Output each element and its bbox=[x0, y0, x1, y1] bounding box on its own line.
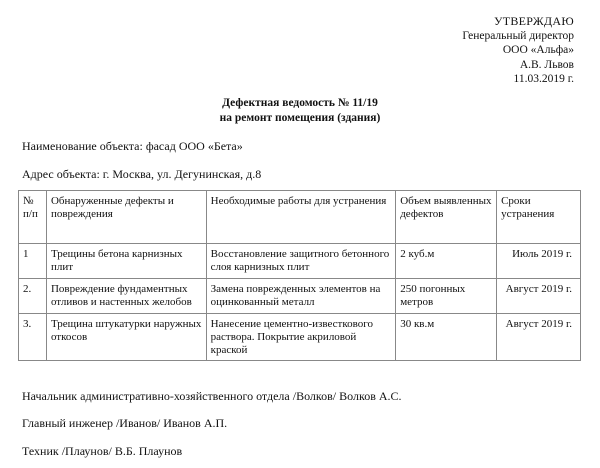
approval-block bbox=[462, 14, 574, 87]
header-deadline: Сроки устранения bbox=[497, 191, 581, 244]
cell-deadline: Август 2019 г. bbox=[497, 279, 581, 314]
title-line-1: Дефектная ведомость № 11/19 bbox=[222, 97, 378, 109]
cell-work: Восстановление защитного бетонного слоя карнизных плит bbox=[206, 244, 396, 279]
title-line-2: на ремонт помещения (здания) bbox=[219, 112, 381, 124]
header-volume: Объем выявленных дефектов bbox=[396, 191, 497, 244]
approval-heading: УТВЕРЖДАЮ bbox=[493, 14, 574, 28]
table-row bbox=[19, 279, 581, 314]
signature-chief-engineer: Главный инженер /Иванов/ Иванов А.П. bbox=[22, 416, 228, 430]
header-number: № п/п bbox=[19, 191, 47, 244]
cell-volume: 2 куб.м bbox=[396, 244, 497, 279]
cell-defect: Повреждение фундаментных отливов и настенных желобов bbox=[46, 279, 206, 314]
approver-company: ООО «Альфа» bbox=[502, 44, 574, 56]
object-name: Наименование объекта: фасад ООО «Бета» bbox=[22, 139, 243, 153]
cell-number: 2. bbox=[19, 279, 47, 314]
object-address: Адрес объекта: г. Москва, ул. Дегунинская, д.8 bbox=[22, 167, 262, 181]
approver-position: Генеральный директор bbox=[462, 29, 574, 42]
cell-number: 1 bbox=[19, 244, 47, 279]
cell-work: Нанесение цементно-известкового раствора. Покрытие акриловой краской bbox=[206, 314, 396, 361]
cell-deadline: Июль 2019 г. bbox=[497, 244, 581, 279]
signature-head-of-department: Начальник административно-хозяйственного отдела /Волков/ Волков А.С. bbox=[22, 389, 402, 403]
table-header-row bbox=[19, 191, 581, 244]
cell-deadline: Август 2019 г. bbox=[497, 314, 581, 361]
cell-work: Замена поврежденных элементов на оцинкованный металл bbox=[206, 279, 396, 314]
signature-technician: Техник /Плаунов/ В.Б. Плаунов bbox=[22, 444, 183, 458]
cell-volume: 250 погонных метров bbox=[396, 279, 497, 314]
cell-defect: Трещина штукатурки наружных откосов bbox=[46, 314, 206, 361]
cell-defect: Трещины бетона карнизных плит bbox=[46, 244, 206, 279]
document-title bbox=[0, 96, 600, 126]
table-row bbox=[19, 244, 581, 279]
table-row bbox=[19, 314, 581, 361]
approver-name: А.В. Львов bbox=[519, 58, 574, 71]
header-defects: Обнаруженные дефекты и повреждения bbox=[46, 191, 206, 244]
cell-number: 3. bbox=[19, 314, 47, 361]
header-works: Необходимые работы для устранения bbox=[206, 191, 396, 244]
defects-table bbox=[18, 190, 581, 361]
approval-date: 11.03.2019 г. bbox=[513, 73, 574, 85]
cell-volume: 30 кв.м bbox=[396, 314, 497, 361]
